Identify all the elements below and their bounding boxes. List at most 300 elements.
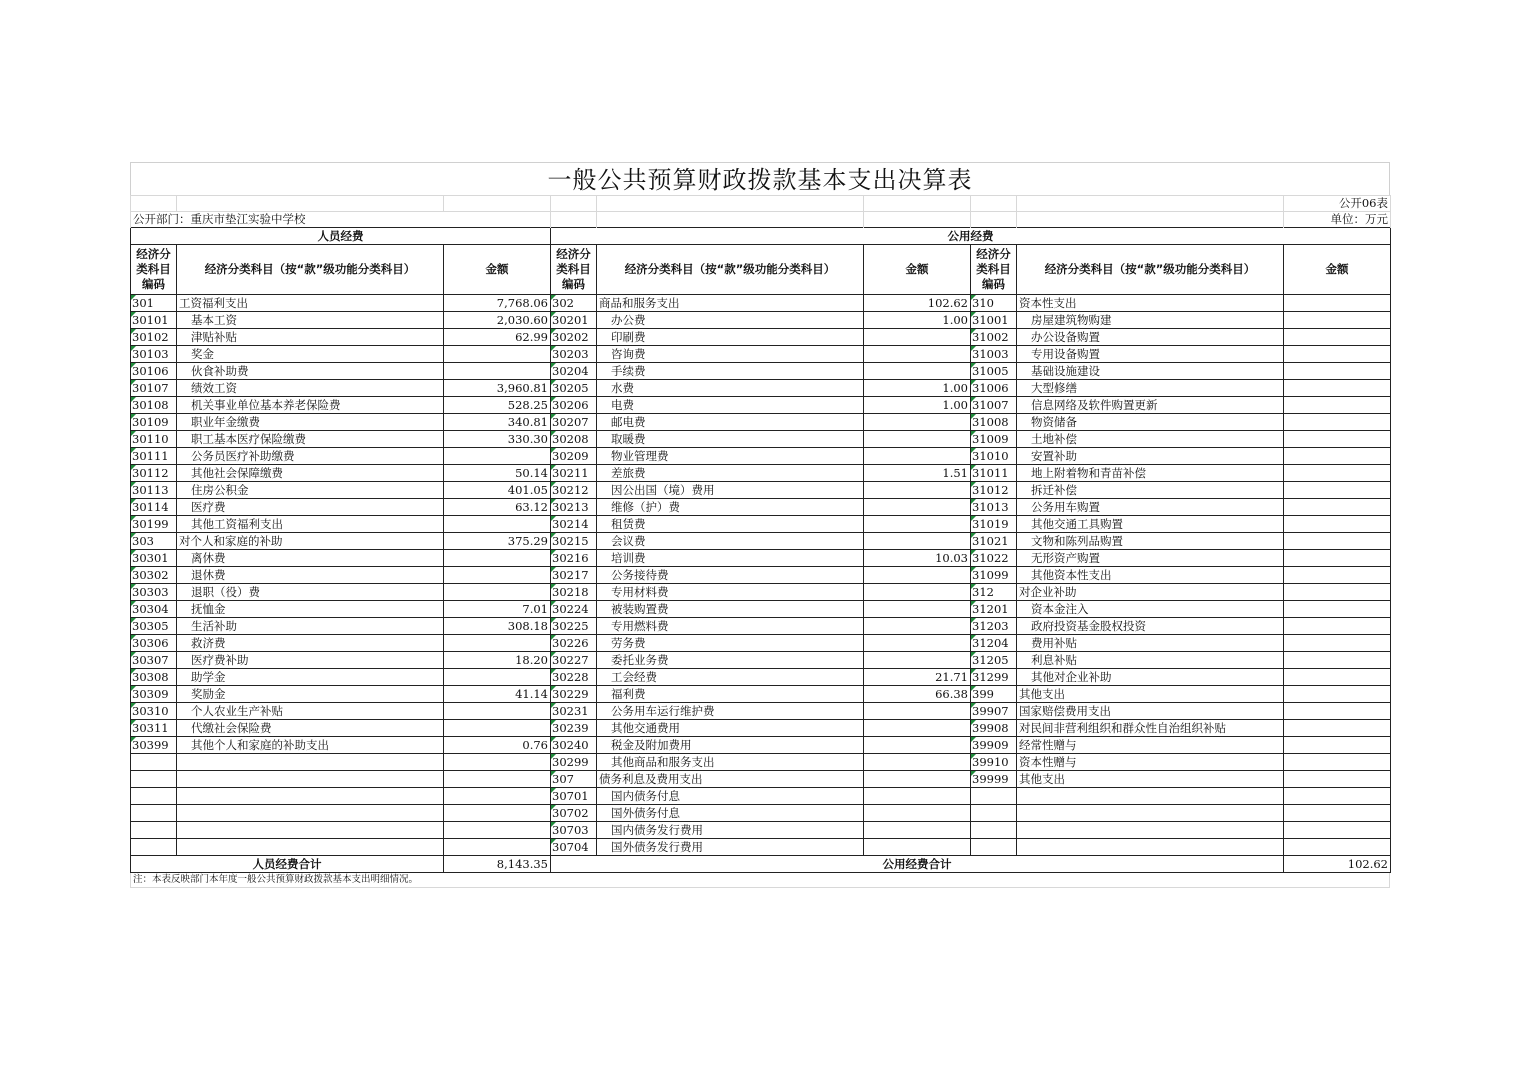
row-name: 助学金 — [177, 669, 444, 686]
table-row — [131, 567, 1391, 584]
row-code — [131, 805, 177, 822]
row-code: 30299 — [551, 754, 597, 771]
row-amount — [864, 839, 971, 856]
row-code: 30212 — [551, 482, 597, 499]
row-code: 30211 — [551, 465, 597, 482]
row-amount — [864, 618, 971, 635]
row-code: 312 — [971, 584, 1017, 601]
row-code: 30306 — [131, 635, 177, 652]
row-name: 国外债务发行费用 — [597, 839, 864, 856]
row-name: 生活补助 — [177, 618, 444, 635]
row-code: 30215 — [551, 533, 597, 550]
row-code: 30205 — [551, 380, 597, 397]
row-amount — [444, 448, 551, 465]
row-code: 31005 — [971, 363, 1017, 380]
row-name: 其他对企业补助 — [1017, 669, 1284, 686]
row-name: 安置补助 — [1017, 448, 1284, 465]
row-amount — [864, 703, 971, 720]
row-amount: 10.03 — [864, 550, 971, 567]
row-name: 培训费 — [597, 550, 864, 567]
row-name — [1017, 788, 1284, 805]
row-amount — [1284, 737, 1391, 754]
row-amount — [444, 788, 551, 805]
header-name: 经济分类科目（按“款”级功能分类科目） — [1017, 245, 1284, 295]
table-row — [131, 380, 1391, 397]
row-amount — [1284, 618, 1391, 635]
row-code: 30199 — [131, 516, 177, 533]
table-row — [131, 431, 1391, 448]
row-name: 资本性赠与 — [1017, 754, 1284, 771]
row-name: 医疗费 — [177, 499, 444, 516]
row-name — [1017, 822, 1284, 839]
row-name: 医疗费补助 — [177, 652, 444, 669]
row-code: 31010 — [971, 448, 1017, 465]
row-code: 30399 — [131, 737, 177, 754]
row-code: 30307 — [131, 652, 177, 669]
row-amount — [864, 499, 971, 516]
row-code: 31009 — [971, 431, 1017, 448]
row-code: 30103 — [131, 346, 177, 363]
row-code: 30112 — [131, 465, 177, 482]
row-amount — [864, 652, 971, 669]
row-name: 手续费 — [597, 363, 864, 380]
row-amount: 62.99 — [444, 329, 551, 346]
row-amount — [864, 346, 971, 363]
row-amount — [1284, 550, 1391, 567]
table-row — [131, 771, 1391, 788]
row-name: 公务员医疗补助缴费 — [177, 448, 444, 465]
row-name: 职工基本医疗保险缴费 — [177, 431, 444, 448]
row-amount — [864, 635, 971, 652]
row-code: 30106 — [131, 363, 177, 380]
row-code: 30114 — [131, 499, 177, 516]
row-amount — [444, 635, 551, 652]
row-code — [971, 805, 1017, 822]
row-name: 公务接待费 — [597, 567, 864, 584]
row-code: 30302 — [131, 567, 177, 584]
row-amount — [444, 346, 551, 363]
row-amount: 340.81 — [444, 414, 551, 431]
row-code: 31006 — [971, 380, 1017, 397]
row-amount — [444, 805, 551, 822]
row-amount: 7.01 — [444, 601, 551, 618]
row-name: 住房公积金 — [177, 482, 444, 499]
row-code: 30229 — [551, 686, 597, 703]
row-amount — [1284, 431, 1391, 448]
row-code: 30113 — [131, 482, 177, 499]
row-name — [177, 839, 444, 856]
row-code — [971, 839, 1017, 856]
row-name: 退职（役）费 — [177, 584, 444, 601]
row-name: 福利费 — [597, 686, 864, 703]
row-code: 30203 — [551, 346, 597, 363]
row-code: 30309 — [131, 686, 177, 703]
row-code: 31201 — [971, 601, 1017, 618]
row-name: 对民间非营利组织和群众性自治组织补贴 — [1017, 720, 1284, 737]
row-amount — [444, 669, 551, 686]
row-code: 302 — [551, 295, 597, 312]
table-row — [131, 754, 1391, 771]
row-code: 31205 — [971, 652, 1017, 669]
table-row — [131, 669, 1391, 686]
header-name: 经济分类科目（按“款”级功能分类科目） — [177, 245, 444, 295]
row-amount — [1284, 720, 1391, 737]
row-amount — [1284, 584, 1391, 601]
row-code: 31204 — [971, 635, 1017, 652]
row-name: 水费 — [597, 380, 864, 397]
header-amount: 金额 — [1284, 245, 1391, 295]
row-code: 30111 — [131, 448, 177, 465]
row-code: 30239 — [551, 720, 597, 737]
row-amount — [864, 788, 971, 805]
row-code: 30204 — [551, 363, 597, 380]
row-amount: 102.62 — [864, 295, 971, 312]
row-amount — [1284, 380, 1391, 397]
expenditure-table — [130, 195, 1391, 873]
row-amount — [1284, 295, 1391, 312]
row-name: 离休费 — [177, 550, 444, 567]
row-amount — [864, 822, 971, 839]
row-code: 30216 — [551, 550, 597, 567]
row-name: 其他商品和服务支出 — [597, 754, 864, 771]
row-name: 信息网络及软件购置更新 — [1017, 397, 1284, 414]
row-amount — [864, 805, 971, 822]
row-name: 专用燃料费 — [597, 618, 864, 635]
row-name: 因公出国（境）费用 — [597, 482, 864, 499]
unit-label: 单位：万元 — [1284, 212, 1391, 228]
row-code: 30209 — [551, 448, 597, 465]
row-amount — [1284, 788, 1391, 805]
table-row — [131, 499, 1391, 516]
header-code: 经济分类科目编码 — [131, 245, 177, 295]
row-code: 399 — [971, 686, 1017, 703]
row-name: 办公费 — [597, 312, 864, 329]
row-name: 差旅费 — [597, 465, 864, 482]
row-code: 39999 — [971, 771, 1017, 788]
row-name: 债务利息及费用支出 — [597, 771, 864, 788]
row-code: 30703 — [551, 822, 597, 839]
row-amount — [444, 754, 551, 771]
row-name: 咨询费 — [597, 346, 864, 363]
row-name: 无形资产购置 — [1017, 550, 1284, 567]
row-code — [131, 839, 177, 856]
row-code: 39908 — [971, 720, 1017, 737]
row-name: 奖金 — [177, 346, 444, 363]
row-name — [177, 788, 444, 805]
row-code: 30225 — [551, 618, 597, 635]
row-amount: 308.18 — [444, 618, 551, 635]
table-row — [131, 312, 1391, 329]
row-name: 经常性赠与 — [1017, 737, 1284, 754]
row-name: 办公设备购置 — [1017, 329, 1284, 346]
row-code: 30308 — [131, 669, 177, 686]
row-name: 被装购置费 — [597, 601, 864, 618]
row-amount — [1284, 652, 1391, 669]
row-amount — [864, 482, 971, 499]
table-row — [131, 363, 1391, 380]
row-amount: 330.30 — [444, 431, 551, 448]
row-amount — [1284, 686, 1391, 703]
row-amount — [444, 516, 551, 533]
row-amount — [1284, 754, 1391, 771]
row-code: 30231 — [551, 703, 597, 720]
table-row — [131, 652, 1391, 669]
row-amount — [1284, 312, 1391, 329]
row-code: 30303 — [131, 584, 177, 601]
row-code: 301 — [131, 295, 177, 312]
table-row — [131, 788, 1391, 805]
row-code: 30704 — [551, 839, 597, 856]
row-name: 资本性支出 — [1017, 295, 1284, 312]
row-code: 30201 — [551, 312, 597, 329]
row-name — [1017, 805, 1284, 822]
row-amount — [1284, 414, 1391, 431]
row-amount — [444, 703, 551, 720]
table-row — [131, 584, 1391, 601]
row-name: 对个人和家庭的补助 — [177, 533, 444, 550]
table-row — [131, 822, 1391, 839]
row-code: 31002 — [971, 329, 1017, 346]
row-code: 30301 — [131, 550, 177, 567]
row-name: 政府投资基金股权投资 — [1017, 618, 1284, 635]
row-name: 费用补贴 — [1017, 635, 1284, 652]
row-code: 31019 — [971, 516, 1017, 533]
table-row — [131, 737, 1391, 754]
row-code: 30304 — [131, 601, 177, 618]
row-code: 31012 — [971, 482, 1017, 499]
section-public: 公用经费 — [551, 228, 1391, 245]
row-amount — [444, 771, 551, 788]
row-code: 31011 — [971, 465, 1017, 482]
row-amount — [1284, 771, 1391, 788]
row-amount — [1284, 635, 1391, 652]
row-name: 其他个人和家庭的补助支出 — [177, 737, 444, 754]
row-amount — [1284, 465, 1391, 482]
row-amount: 50.14 — [444, 465, 551, 482]
row-name: 租赁费 — [597, 516, 864, 533]
row-name: 商品和服务支出 — [597, 295, 864, 312]
row-code: 30208 — [551, 431, 597, 448]
row-name: 公务用车购置 — [1017, 499, 1284, 516]
row-name: 其他资本性支出 — [1017, 567, 1284, 584]
table-row — [131, 414, 1391, 431]
row-name: 拆迁补偿 — [1017, 482, 1284, 499]
row-name — [177, 805, 444, 822]
row-code: 30101 — [131, 312, 177, 329]
row-amount: 63.12 — [444, 499, 551, 516]
row-amount: 66.38 — [864, 686, 971, 703]
row-name: 国家赔偿费用支出 — [1017, 703, 1284, 720]
department-label: 公开部门：重庆市垫江实验中学校 — [131, 212, 551, 228]
row-code: 30227 — [551, 652, 597, 669]
row-amount — [864, 720, 971, 737]
row-name: 其他社会保障缴费 — [177, 465, 444, 482]
row-code: 30109 — [131, 414, 177, 431]
row-code — [131, 788, 177, 805]
section-personnel: 人员经费 — [131, 228, 551, 245]
row-amount: 1.00 — [864, 397, 971, 414]
row-name: 国外债务付息 — [597, 805, 864, 822]
row-name: 抚恤金 — [177, 601, 444, 618]
row-code: 30218 — [551, 584, 597, 601]
row-name: 取暖费 — [597, 431, 864, 448]
row-amount — [1284, 397, 1391, 414]
footnote: 注：本表反映部门本年度一般公共预算财政拨款基本支出明细情况。 — [130, 873, 1390, 888]
row-code: 30202 — [551, 329, 597, 346]
row-name: 文物和陈列品购置 — [1017, 533, 1284, 550]
row-name: 绩效工资 — [177, 380, 444, 397]
row-amount: 1.00 — [864, 312, 971, 329]
row-name: 大型修缮 — [1017, 380, 1284, 397]
row-amount: 41.14 — [444, 686, 551, 703]
table-row — [131, 397, 1391, 414]
row-name — [177, 771, 444, 788]
row-amount — [444, 567, 551, 584]
row-amount: 528.25 — [444, 397, 551, 414]
row-amount — [864, 329, 971, 346]
row-name: 伙食补助费 — [177, 363, 444, 380]
row-code: 30310 — [131, 703, 177, 720]
row-amount — [864, 533, 971, 550]
public-total-label: 公用经费合计 — [551, 856, 1284, 873]
row-amount — [1284, 669, 1391, 686]
row-code: 303 — [131, 533, 177, 550]
public-total-amount: 102.62 — [1284, 856, 1391, 873]
row-name: 职业年金缴费 — [177, 414, 444, 431]
row-name: 委托业务费 — [597, 652, 864, 669]
row-amount: 1.00 — [864, 380, 971, 397]
row-amount: 7,768.06 — [444, 295, 551, 312]
report-title: 一般公共预算财政拨款基本支出决算表 — [130, 162, 1390, 195]
table-number: 公开06表 — [1284, 196, 1391, 212]
row-code: 30206 — [551, 397, 597, 414]
row-name: 对企业补助 — [1017, 584, 1284, 601]
row-name: 房屋建筑物购建 — [1017, 312, 1284, 329]
row-amount — [444, 584, 551, 601]
row-amount — [864, 414, 971, 431]
row-code: 30240 — [551, 737, 597, 754]
row-code: 31022 — [971, 550, 1017, 567]
row-name — [177, 754, 444, 771]
row-code: 31001 — [971, 312, 1017, 329]
row-amount — [1284, 482, 1391, 499]
row-code: 30217 — [551, 567, 597, 584]
row-amount — [1284, 839, 1391, 856]
table-row — [131, 482, 1391, 499]
row-amount: 21.71 — [864, 669, 971, 686]
row-code: 31299 — [971, 669, 1017, 686]
row-amount — [864, 516, 971, 533]
row-code: 30226 — [551, 635, 597, 652]
row-amount — [1284, 329, 1391, 346]
table-row — [131, 618, 1391, 635]
row-amount — [1284, 448, 1391, 465]
table-row — [131, 465, 1391, 482]
row-code: 30224 — [551, 601, 597, 618]
row-name: 救济费 — [177, 635, 444, 652]
data-rows — [131, 295, 1391, 856]
row-code: 30213 — [551, 499, 597, 516]
row-amount — [1284, 601, 1391, 618]
row-amount — [864, 448, 971, 465]
row-name: 专用材料费 — [597, 584, 864, 601]
row-amount — [444, 822, 551, 839]
table-row — [131, 686, 1391, 703]
row-name: 物资储备 — [1017, 414, 1284, 431]
row-amount: 1.51 — [864, 465, 971, 482]
table-row — [131, 295, 1391, 312]
row-name: 邮电费 — [597, 414, 864, 431]
row-code — [971, 822, 1017, 839]
table-row — [131, 329, 1391, 346]
row-amount — [1284, 822, 1391, 839]
row-name: 公务用车运行维护费 — [597, 703, 864, 720]
row-code: 30228 — [551, 669, 597, 686]
row-amount — [864, 754, 971, 771]
table-row — [131, 601, 1391, 618]
row-name: 土地补偿 — [1017, 431, 1284, 448]
row-name: 基础设施建设 — [1017, 363, 1284, 380]
row-name: 劳务费 — [597, 635, 864, 652]
row-name: 基本工资 — [177, 312, 444, 329]
row-amount — [1284, 703, 1391, 720]
table-row — [131, 720, 1391, 737]
row-amount — [864, 737, 971, 754]
row-amount: 2,030.60 — [444, 312, 551, 329]
table-row — [131, 448, 1391, 465]
row-code: 39907 — [971, 703, 1017, 720]
table-row — [131, 550, 1391, 567]
row-name: 国内债务付息 — [597, 788, 864, 805]
row-name: 工会经费 — [597, 669, 864, 686]
row-name: 其他支出 — [1017, 771, 1284, 788]
row-name: 利息补贴 — [1017, 652, 1284, 669]
row-name: 代缴社会保险费 — [177, 720, 444, 737]
row-code: 307 — [551, 771, 597, 788]
row-amount — [1284, 499, 1391, 516]
row-amount — [864, 431, 971, 448]
header-code: 经济分类科目编码 — [971, 245, 1017, 295]
row-amount — [864, 771, 971, 788]
row-amount — [864, 584, 971, 601]
row-name: 个人农业生产补贴 — [177, 703, 444, 720]
personnel-total-label: 人员经费合计 — [131, 856, 444, 873]
row-code — [131, 771, 177, 788]
table-row — [131, 635, 1391, 652]
row-amount: 401.05 — [444, 482, 551, 499]
row-name: 其他交通工具购置 — [1017, 516, 1284, 533]
row-code: 30107 — [131, 380, 177, 397]
row-amount — [1284, 805, 1391, 822]
row-amount: 0.76 — [444, 737, 551, 754]
row-amount — [1284, 533, 1391, 550]
row-code: 30110 — [131, 431, 177, 448]
row-name: 会议费 — [597, 533, 864, 550]
table-row — [131, 346, 1391, 363]
row-code: 30305 — [131, 618, 177, 635]
row-code: 31099 — [971, 567, 1017, 584]
row-name: 其他工资福利支出 — [177, 516, 444, 533]
row-code: 30102 — [131, 329, 177, 346]
row-name: 税金及附加费用 — [597, 737, 864, 754]
row-code: 30108 — [131, 397, 177, 414]
row-code — [971, 788, 1017, 805]
row-amount — [864, 567, 971, 584]
row-code — [131, 754, 177, 771]
row-amount: 18.20 — [444, 652, 551, 669]
row-name: 专用设备购置 — [1017, 346, 1284, 363]
row-amount — [444, 363, 551, 380]
